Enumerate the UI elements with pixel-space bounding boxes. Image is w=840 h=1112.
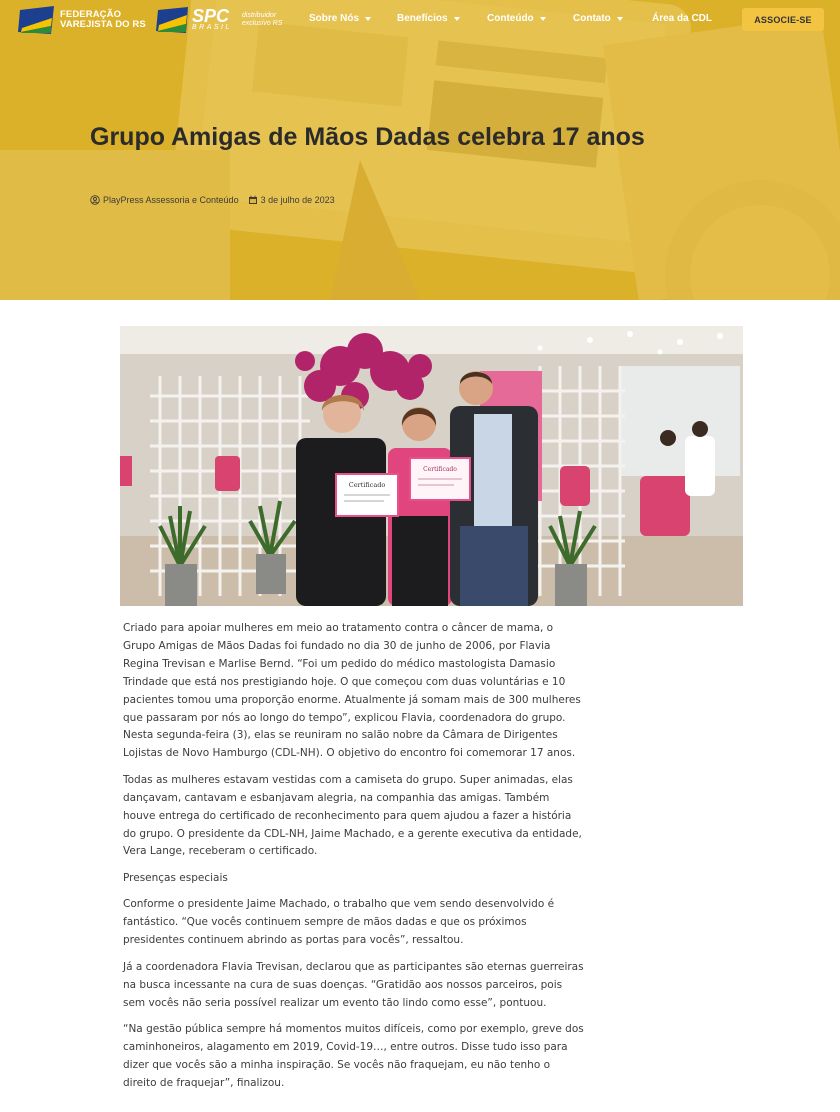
article-featured-photo <box>120 326 743 606</box>
certificate-right-title: Certificado <box>423 466 457 473</box>
page-title: Grupo Amigas de Mãos Dadas celebra 17 anos <box>90 123 645 151</box>
menu-item-area-cdl[interactable] <box>652 13 712 24</box>
article-paragraph: Já a coordenadora Flavia Trevisan, declarou que as participantes são eternas guerreiras na busca incessante na cura de suas doenças. “Gratidão aos nossos parceiros, pois sem vocês não seria possível realizar um evento tão lindo como esse”, pontuou. <box>123 960 584 1009</box>
certificate-left <box>336 474 398 516</box>
federacao-logo[interactable] <box>18 5 148 35</box>
associe-se-button[interactable]: ASSOCIE-SE <box>742 8 824 31</box>
post-meta <box>90 195 335 205</box>
menu-item-label: Área da CDL <box>652 13 713 24</box>
menu-item-conteudo[interactable] <box>487 13 546 24</box>
event-photo-illustration <box>120 326 743 606</box>
chevron-down-icon <box>540 17 546 21</box>
menu-item-label: Sobre Nós <box>309 13 360 24</box>
calendar-icon <box>248 195 258 205</box>
post-date: 3 de julho de 2023 <box>260 195 335 205</box>
article-paragraph: Todas as mulheres estavam vestidas com a camiseta do grupo. Super animadas, elas dançavam, cantavam e esbanjavam alegria, na companhia das amigas. Também houve entrega do certificado de reconhecimento para quem ajudou a fazer a história do grupo. O presidente da CDL-NH, Jaime Machado, e a gerente executiva da entidade, Vera Lange, receberam o certificado. <box>123 773 582 858</box>
chevron-down-icon <box>365 17 371 21</box>
menu-item-label: Conteúdo <box>487 13 534 24</box>
spc-logo-brand: SPC <box>192 6 230 26</box>
federacao-logo-line1: FEDERAÇÃO <box>60 9 122 20</box>
menu-item-label: Contato <box>573 13 611 24</box>
menu-item-sobre-nos[interactable] <box>309 13 371 24</box>
post-author[interactable]: PlayPress Assessoria e Conteúdo <box>103 195 239 205</box>
article-paragraph: Conforme o presidente Jaime Machado, o trabalho que vem sendo desenvolvido é fantástico. “Que vocês continuem sempre de mãos dadas e que os próximos presidentes continuem abrindo as portas para vocês”, ressaltou. <box>123 898 555 947</box>
article-paragraph: Criado para apoiar mulheres em meio ao tratamento contra o câncer de mama, o Grupo Amigas de Mãos Dadas foi fundado no dia 30 de junho de 2006, por Flavia Regina Trevisan e Marlise Bernd. “Foi um pedido do médico mastologista Damasio Trindade que está nos prestigiando hoje. O que começou com duas voluntárias e 10 pacientes tomou uma proporção enorme. Atualmente já somam mais de 300 mulheres que passaram por nós ao longo do tempo”, explicou Flavia, coordenadora do grupo. Nesta segunda-feira (3), elas se reuniram no salão nobre da Câmara de Dirigentes Lojistas de Novo Hamburgo (CDL-NH). O objetivo do encontro foi comemorar 17 anos. <box>123 622 581 760</box>
certificate-left-title: Certificado <box>348 481 386 489</box>
article-body <box>123 620 585 1101</box>
spc-logo-sub: BRASIL <box>192 24 232 31</box>
federacao-flag-icon <box>18 6 56 34</box>
menu-item-contato[interactable] <box>573 13 623 24</box>
menu-item-beneficios[interactable] <box>397 13 460 24</box>
spc-flag-icon <box>156 7 190 33</box>
spc-brasil-logo[interactable] <box>156 5 286 35</box>
menu-item-label: Benefícios <box>397 13 448 24</box>
article-paragraph: “Na gestão pública sempre há momentos muitos difíceis, como por exemplo, greve dos caminhoneiros, alagamento em 2019, Covid-19…, entre outros. Disse tudo isso para dizer que vocês são a minha inspiração. Se vocês não fraquejam, eu não tenho o direito de fraquejar”, finalizou. <box>123 1023 584 1089</box>
article-subheading: Presenças especiais <box>123 871 228 884</box>
certificate-right <box>410 458 470 500</box>
federacao-logo-line2: VAREJISTA DO RS <box>60 19 146 30</box>
chevron-down-icon <box>454 17 460 21</box>
chevron-down-icon <box>617 17 623 21</box>
spc-tagline-line1: distribuidor <box>241 12 277 19</box>
spc-tagline-line2: exclusivo RS <box>241 20 283 27</box>
top-navigation <box>0 0 840 40</box>
user-icon <box>90 195 100 205</box>
